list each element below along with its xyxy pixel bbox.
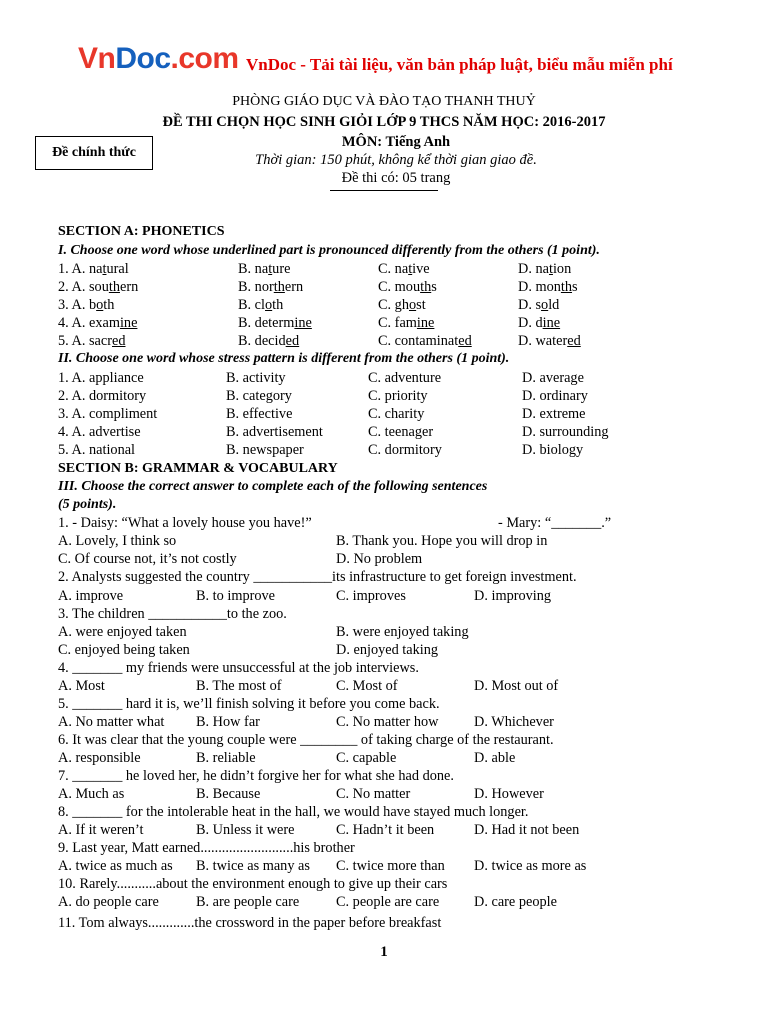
q8-option-d[interactable]: D. Had it not been [474,822,580,838]
part-i-option[interactable]: C. famine [378,315,435,331]
part-i-option[interactable]: C. contaminated [378,333,472,349]
exam-time: Thời gian: 150 phút, không kể thời gian giao đề. [255,152,537,168]
q7-option-c[interactable]: C. No matter [336,786,411,802]
part-ii-option[interactable]: D. extreme [522,406,586,422]
q6-option-c[interactable]: C. capable [336,750,397,766]
logo-vn: Vn [78,42,116,75]
part-i-option[interactable]: D. dine [518,315,561,331]
q6-option-a[interactable]: A. responsible [58,750,141,766]
pages-underline [330,190,438,191]
q10-option-d[interactable]: D. care people [474,894,557,910]
question-5: 5. _______ hard it is, we’ll finish solving it before you come back. [58,696,440,712]
part-i-option[interactable]: B. decided [238,333,300,349]
part-ii-option[interactable]: D. biology [522,442,584,458]
q4-option-c[interactable]: C. Most of [336,678,398,694]
part-ii-option[interactable]: 2. A. dormitory [58,388,147,404]
q4-option-d[interactable]: D. Most out of [474,678,559,694]
question-10: 10. Rarely...........about the environment enough to give up their cars [58,876,448,892]
logo-com: .com [170,42,239,75]
part-ii-option[interactable]: C. adventure [368,370,442,386]
question-7: 7. _______ he loved her, he didn’t forgive her for what she had done. [58,768,454,784]
question-9: 9. Last year, Matt earned..........................his brother [58,840,355,856]
q9-option-c[interactable]: C. twice more than [336,858,445,874]
question-8: 8. _______ for the intolerable heat in the hall, we would have stayed much longer. [58,804,529,820]
q2-option-a[interactable]: A. improve [58,588,124,604]
q8-option-a[interactable]: A. If it weren’t [58,822,144,838]
site-header [78,40,758,80]
q3-option-c[interactable]: C. enjoyed being taken [58,642,190,658]
q1-option-b[interactable]: B. Thank you. Hope you will drop in [336,533,548,549]
q5-option-a[interactable]: A. No matter what [58,714,165,730]
q5-option-c[interactable]: C. No matter how [336,714,439,730]
exam-title: ĐỀ THI CHỌN HỌC SINH GIỎI LỚP 9 THCS NĂM HỌC: 2016-2017 [162,114,606,130]
part-iii-title: III. Choose the correct answer to complete each of the following sentences [58,479,488,494]
q2-option-c[interactable]: C. improves [336,588,406,604]
part-i-option[interactable]: C. mouths [378,279,437,295]
part-ii-option[interactable]: 4. A. advertise [58,424,141,440]
q4-option-b[interactable]: B. The most of [196,678,282,694]
q1-option-c[interactable]: C. Of course not, it’s not costly [58,551,237,567]
part-i-option[interactable]: 4. A. examine [58,315,138,331]
part-i-option[interactable]: 2. A. southern [58,279,139,295]
q3-option-a[interactable]: A. were enjoyed taken [58,624,187,640]
exam-subject: MÔN: Tiếng Anh [341,134,451,150]
q3-option-b[interactable]: B. were enjoyed taking [336,624,469,640]
q10-option-c[interactable]: C. people are care [336,894,440,910]
q9-option-b[interactable]: B. twice as many as [196,858,310,874]
question-3: 3. The children ___________to the zoo. [58,606,287,622]
logo-doc: Doc [115,42,171,75]
part-ii-option[interactable]: C. priority [368,388,428,404]
part-i-option[interactable]: B. nature [238,261,291,277]
q2-option-b[interactable]: B. to improve [196,588,276,604]
q8-option-b[interactable]: B. Unless it were [196,822,295,838]
part-iii-points: (5 points). [58,497,117,512]
part-ii-option[interactable]: C. dormitory [368,442,442,458]
q7-option-b[interactable]: B. Because [196,786,261,802]
q1-option-d[interactable]: D. No problem [336,551,423,567]
q7-option-a[interactable]: A. Much as [58,786,125,802]
part-ii-option[interactable]: 1. A. appliance [58,370,144,386]
part-ii-option[interactable]: C. teenager [368,424,434,440]
q6-option-b[interactable]: B. reliable [196,750,256,766]
section-a-title: SECTION A: PHONETICS [58,224,225,239]
q2-option-d[interactable]: D. improving [474,588,552,604]
part-i-option[interactable]: D. nation [518,261,572,277]
q5-option-b[interactable]: B. How far [196,714,260,730]
q1-daisy: 1. - Daisy: “What a lovely house you have!” [58,515,312,531]
q1-mary: - Mary: “_______.” [498,515,612,531]
q4-option-a[interactable]: A. Most [58,678,105,694]
part-i-option[interactable]: C. ghost [378,297,426,313]
page-number: 1 [380,944,388,960]
part-i-option[interactable]: D. months [518,279,578,295]
q8-option-c[interactable]: C. Hadn’t it been [336,822,435,838]
part-ii-option[interactable]: C. charity [368,406,425,422]
q3-option-d[interactable]: D. enjoyed taking [336,642,439,658]
part-ii-title: II. Choose one word whose stress pattern is different from the others (1 point). [58,351,510,366]
q9-option-a[interactable]: A. twice as much as [58,858,173,874]
part-i-option[interactable]: D. sold [518,297,560,313]
part-ii-option[interactable]: B. advertisement [226,424,323,440]
part-ii-option[interactable]: 5. A. national [58,442,136,458]
q7-option-d[interactable]: D. However [474,786,544,802]
part-i-option[interactable]: C. native [378,261,430,277]
part-ii-option[interactable]: 3. A. compliment [58,406,158,422]
vndoc-logo [78,42,239,76]
part-ii-option[interactable]: D. ordinary [522,388,588,404]
part-i-option[interactable]: 1. A. natural [58,261,129,277]
part-ii-option[interactable]: B. activity [226,370,286,386]
part-ii-option[interactable]: D. average [522,370,584,386]
part-i-title: I. Choose one word whose underlined part is pronounced differently from the others (1 point). [58,243,600,258]
question-4: 4. _______ my friends were unsuccessful at the job interviews. [58,660,419,676]
part-i-option[interactable]: B. determine [238,315,312,331]
question-6: 6. It was clear that the young couple were ________ of taking charge of the restaurant. [58,732,554,748]
q5-option-d[interactable]: D. Whichever [474,714,554,730]
q10-option-a[interactable]: A. do people care [58,894,159,910]
q10-option-b[interactable]: B. are people care [196,894,300,910]
part-i-option[interactable]: B. northern [238,279,304,295]
q1-option-a[interactable]: A. Lovely, I think so [58,533,177,549]
part-i-option[interactable]: D. watered [518,333,581,349]
q9-option-d[interactable]: D. twice as more as [474,858,587,874]
question-11: 11. Tom always.............the crossword in the paper before breakfast [58,915,442,931]
question-2: 2. Analysts suggested the country ___________its infrastructure to get foreign investment. [58,569,577,585]
part-ii-option[interactable]: B. newspaper [226,442,304,458]
part-i-option[interactable]: 3. A. both [58,297,115,313]
part-ii-option[interactable]: D. surrounding [522,424,609,440]
department-name: PHÒNG GIÁO DỤC VÀ ĐÀO TẠO THANH THUỶ [232,94,536,109]
part-i-option[interactable]: B. cloth [238,297,284,313]
section-b-title: SECTION B: GRAMMAR & VOCABULARY [58,461,338,476]
part-ii-option[interactable]: B. effective [226,406,293,422]
part-ii-option[interactable]: B. category [226,388,292,404]
official-exam-box: Đề chính thức [35,136,153,170]
part-i-option[interactable]: 5. A. sacred [58,333,126,349]
q6-option-d[interactable]: D. able [474,750,516,766]
exam-pages: Đề thi có: 05 trang [341,170,451,186]
site-tagline: VnDoc - Tải tài liệu, văn bản pháp luật, biểu mẫu miễn phí [246,55,673,74]
